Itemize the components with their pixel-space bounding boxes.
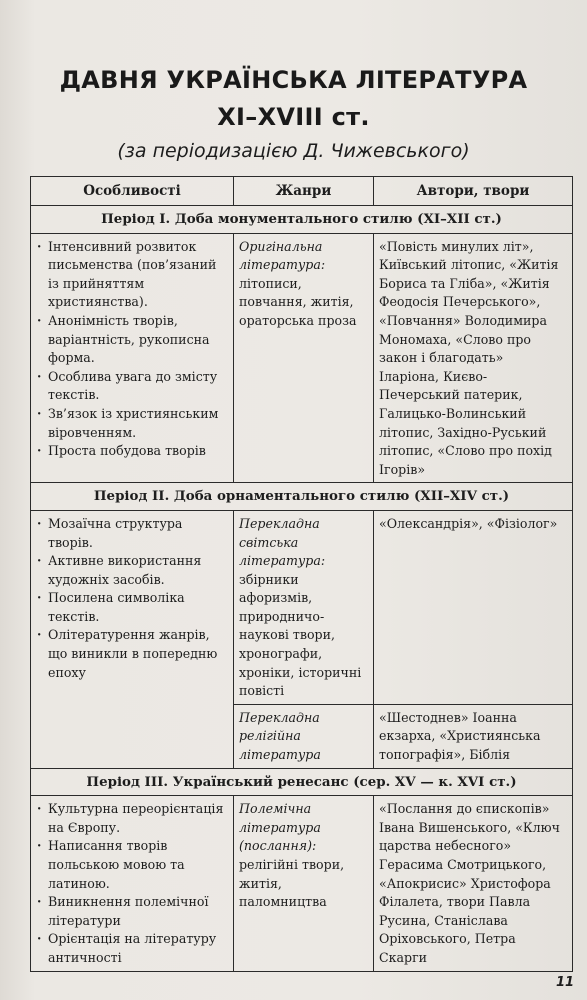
genres-cell — [234, 233, 374, 483]
authors-cell: «Олександрія», «Фізіолог» — [374, 510, 573, 704]
literature-periods-table — [30, 176, 573, 972]
feature-item: · Посилена символіка текстів. — [36, 589, 228, 626]
period-row — [31, 796, 573, 971]
features-cell — [31, 796, 234, 971]
period-heading-row — [31, 768, 573, 796]
authors-cell: «Послання до єпископів» Івана Вишенського, «Ключ царства небесного» Герасима Смотрицького, «Апокрисис» Христофора Філалета, твори Павла Русина, Станіслава Оріховського, Петра Скарги — [374, 796, 573, 971]
page-subtitle: (за періодизацією Д. Чижевського) — [117, 140, 470, 162]
authors-cell: «Шестоднев» Іоанна екзарха, «Християнська топографія», Біблія — [374, 704, 573, 768]
period-heading: Період І. Доба монументального стилю (XI–XII ст.) — [31, 206, 573, 234]
genres-cell — [234, 704, 374, 768]
feature-item: · Особлива увага до змісту текстів. — [36, 368, 228, 405]
features-cell — [31, 510, 234, 768]
feature-item: · Орієнтація на літературу античності — [36, 930, 228, 967]
feature-item: · Написання творів польською мовою та латиною. — [36, 837, 228, 893]
genre-list: збірники афоризмів, природничо-наукові твори, хронографи, хроніки, історичні повісті — [239, 571, 362, 699]
page-number: 11 — [556, 975, 575, 990]
genres-cell — [234, 796, 374, 971]
genres-cell — [234, 510, 374, 704]
feature-item: · Виникнення полемічної літератури — [36, 893, 228, 930]
feature-item: · Культурна переорієнтація на Європу. — [36, 800, 228, 837]
period-heading-row — [31, 483, 573, 511]
authors-cell: «Повість минулих літ», Київський літопис, «Житія Бориса та Гліба», «Житія Феодосія Печерського», «Повчання» Володимира Мономаха, «Слово про закон і благодать» Іларіона, Києво-Печерський патерик, Галицько-Волинський літопис, Західно-Руський літопис, «Слово про похід Ігорів» — [374, 233, 573, 483]
features-cell — [31, 233, 234, 483]
genre-title: Оригінальна література: — [239, 238, 326, 273]
period-heading: Період ІІІ. Український ренесанс (сер. XV — к. XVI ст.) — [31, 768, 573, 796]
column-header-features: Особливості — [31, 177, 234, 206]
page-title-period: XI–XVIII ст. — [217, 103, 370, 131]
table-header-row — [31, 177, 573, 206]
column-header-genres: Жанри — [234, 177, 374, 206]
genre-title: Полемічна література (послання): — [239, 801, 321, 854]
feature-item: · Анонімність творів, варіантність, рукописна форма. — [36, 312, 228, 368]
feature-item: · Інтенсивний розвиток письменства (пов’язаний із прийняттям християнства). — [36, 238, 228, 312]
period-row — [31, 233, 573, 483]
period-heading-row — [31, 206, 573, 234]
feature-item: · Олітературення жанрів, що виникли в попередню епоху — [36, 626, 228, 682]
column-header-authors: Автори, твори — [374, 177, 573, 206]
genre-title: Перекладна світська література: — [239, 515, 326, 569]
feature-item: · Активне використання художніх засобів. — [36, 552, 228, 589]
feature-item: · Мозаїчна структура творів. — [36, 515, 228, 552]
genre-list: літописи, повчання, житія, ораторська проза — [239, 275, 357, 328]
page-title: ДАВНЯ УКРАЇНСЬКА ЛІТЕРАТУРА — [59, 66, 528, 94]
feature-item: · Зв’язок із християнським віровченням. — [36, 405, 228, 442]
genre-title: Перекладна релігійна література — [239, 709, 321, 763]
period-row — [31, 510, 573, 704]
genre-list: релігійні твори, житія, паломництва — [239, 857, 345, 910]
feature-item: · Проста побудова творів — [36, 442, 228, 461]
period-heading: Період ІІ. Доба орнаментального стилю (XII–XIV ст.) — [31, 483, 573, 511]
